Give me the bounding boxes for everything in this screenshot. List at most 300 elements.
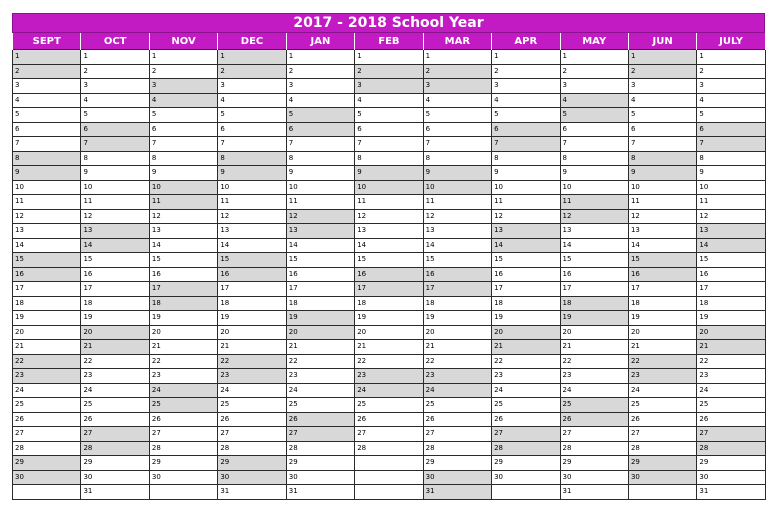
day-cell: 25 [13, 398, 81, 413]
day-cell: 31 [423, 485, 491, 500]
day-cell: 16 [628, 267, 696, 282]
day-cell: 23 [423, 369, 491, 384]
day-cell: 7 [697, 137, 765, 152]
day-cell: 11 [697, 195, 765, 210]
day-cell: 20 [355, 325, 423, 340]
day-cell: 29 [628, 456, 696, 471]
day-cell: 7 [13, 137, 81, 152]
day-cell: 5 [355, 108, 423, 123]
day-cell: 1 [149, 50, 217, 65]
day-cell: 29 [697, 456, 765, 471]
day-cell: 25 [218, 398, 286, 413]
day-cell: 4 [149, 93, 217, 108]
day-cell: 6 [218, 122, 286, 137]
day-row [13, 311, 766, 326]
day-cell: 12 [697, 209, 765, 224]
day-cell: 12 [149, 209, 217, 224]
day-cell: 24 [149, 383, 217, 398]
day-cell: 9 [560, 166, 628, 181]
month-header-jan: JAN [286, 33, 354, 50]
day-cell: 20 [560, 325, 628, 340]
day-cell: 25 [81, 398, 149, 413]
day-cell: 21 [423, 340, 491, 355]
day-cell: 28 [218, 441, 286, 456]
day-cell: 8 [13, 151, 81, 166]
day-cell: 22 [628, 354, 696, 369]
day-cell: 18 [355, 296, 423, 311]
day-cell: 18 [218, 296, 286, 311]
day-cell: 21 [697, 340, 765, 355]
day-cell: 26 [355, 412, 423, 427]
empty-cell [492, 485, 560, 500]
day-cell: 4 [697, 93, 765, 108]
day-cell: 28 [149, 441, 217, 456]
empty-cell [355, 485, 423, 500]
day-cell: 28 [492, 441, 560, 456]
day-cell: 23 [697, 369, 765, 384]
day-row [13, 50, 766, 65]
month-header-sept: SEPT [13, 33, 81, 50]
day-cell: 15 [423, 253, 491, 268]
day-cell: 13 [13, 224, 81, 239]
day-cell: 9 [286, 166, 354, 181]
day-cell: 17 [355, 282, 423, 297]
day-row [13, 470, 766, 485]
day-cell: 1 [697, 50, 765, 65]
day-cell: 15 [492, 253, 560, 268]
day-cell: 14 [492, 238, 560, 253]
day-cell: 2 [560, 64, 628, 79]
day-cell: 8 [628, 151, 696, 166]
day-row [13, 137, 766, 152]
month-header-july: JULY [697, 33, 765, 50]
day-cell: 31 [81, 485, 149, 500]
day-cell: 27 [355, 427, 423, 442]
empty-cell [149, 485, 217, 500]
day-cell: 1 [81, 50, 149, 65]
day-cell: 14 [149, 238, 217, 253]
day-cell: 13 [218, 224, 286, 239]
day-cell: 30 [81, 470, 149, 485]
day-cell: 25 [628, 398, 696, 413]
day-row [13, 354, 766, 369]
day-cell: 16 [286, 267, 354, 282]
day-cell: 24 [492, 383, 560, 398]
day-cell: 11 [423, 195, 491, 210]
day-row [13, 93, 766, 108]
day-cell: 5 [492, 108, 560, 123]
day-cell: 8 [697, 151, 765, 166]
day-cell: 28 [423, 441, 491, 456]
day-cell: 21 [218, 340, 286, 355]
day-cell: 12 [218, 209, 286, 224]
day-cell: 25 [423, 398, 491, 413]
day-cell: 24 [218, 383, 286, 398]
day-cell: 8 [560, 151, 628, 166]
day-cell: 14 [560, 238, 628, 253]
day-cell: 10 [492, 180, 560, 195]
day-cell: 1 [13, 50, 81, 65]
day-cell: 3 [560, 79, 628, 94]
day-cell: 6 [560, 122, 628, 137]
day-row [13, 412, 766, 427]
day-cell: 14 [13, 238, 81, 253]
day-cell: 24 [13, 383, 81, 398]
day-cell: 14 [81, 238, 149, 253]
day-cell: 1 [355, 50, 423, 65]
day-cell: 29 [560, 456, 628, 471]
day-cell: 2 [81, 64, 149, 79]
day-cell: 11 [81, 195, 149, 210]
day-cell: 5 [149, 108, 217, 123]
day-row [13, 224, 766, 239]
day-cell: 26 [492, 412, 560, 427]
day-cell: 22 [697, 354, 765, 369]
month-header-dec: DEC [218, 33, 286, 50]
day-cell: 19 [697, 311, 765, 326]
day-cell: 1 [423, 50, 491, 65]
day-cell: 23 [81, 369, 149, 384]
day-cell: 18 [697, 296, 765, 311]
day-cell: 6 [492, 122, 560, 137]
day-cell: 29 [81, 456, 149, 471]
day-cell: 5 [560, 108, 628, 123]
day-cell: 21 [286, 340, 354, 355]
day-cell: 28 [13, 441, 81, 456]
day-cell: 7 [286, 137, 354, 152]
day-cell: 17 [492, 282, 560, 297]
day-cell: 7 [628, 137, 696, 152]
day-cell: 25 [149, 398, 217, 413]
day-cell: 27 [81, 427, 149, 442]
day-cell: 13 [286, 224, 354, 239]
day-cell: 21 [560, 340, 628, 355]
day-cell: 30 [218, 470, 286, 485]
day-row [13, 180, 766, 195]
day-cell: 27 [286, 427, 354, 442]
day-cell: 1 [286, 50, 354, 65]
day-cell: 20 [628, 325, 696, 340]
day-cell: 25 [560, 398, 628, 413]
day-cell: 17 [81, 282, 149, 297]
day-cell: 4 [13, 93, 81, 108]
day-cell: 22 [492, 354, 560, 369]
day-cell: 22 [149, 354, 217, 369]
day-cell: 3 [697, 79, 765, 94]
day-cell: 2 [355, 64, 423, 79]
day-cell: 21 [355, 340, 423, 355]
day-cell: 18 [492, 296, 560, 311]
day-cell: 20 [423, 325, 491, 340]
day-row [13, 296, 766, 311]
month-header-oct: OCT [81, 33, 149, 50]
day-cell: 5 [13, 108, 81, 123]
day-cell: 2 [149, 64, 217, 79]
day-cell: 24 [697, 383, 765, 398]
day-cell: 4 [355, 93, 423, 108]
day-cell: 2 [13, 64, 81, 79]
day-cell: 5 [81, 108, 149, 123]
day-cell: 14 [355, 238, 423, 253]
day-cell: 14 [697, 238, 765, 253]
day-cell: 16 [149, 267, 217, 282]
day-cell: 18 [13, 296, 81, 311]
day-cell: 18 [628, 296, 696, 311]
day-cell: 21 [81, 340, 149, 355]
day-cell: 16 [423, 267, 491, 282]
day-cell: 15 [697, 253, 765, 268]
day-cell: 12 [355, 209, 423, 224]
day-cell: 27 [492, 427, 560, 442]
day-cell: 1 [218, 50, 286, 65]
day-cell: 17 [697, 282, 765, 297]
day-cell: 13 [697, 224, 765, 239]
day-cell: 19 [286, 311, 354, 326]
day-cell: 24 [560, 383, 628, 398]
day-cell: 31 [560, 485, 628, 500]
day-cell: 2 [628, 64, 696, 79]
day-cell: 6 [81, 122, 149, 137]
day-cell: 19 [218, 311, 286, 326]
day-cell: 12 [560, 209, 628, 224]
day-cell: 26 [81, 412, 149, 427]
day-cell: 8 [218, 151, 286, 166]
empty-cell [628, 485, 696, 500]
day-cell: 19 [560, 311, 628, 326]
day-cell: 20 [218, 325, 286, 340]
day-cell: 13 [355, 224, 423, 239]
day-cell: 27 [423, 427, 491, 442]
day-cell: 15 [81, 253, 149, 268]
day-row [13, 398, 766, 413]
day-cell: 24 [628, 383, 696, 398]
day-cell: 1 [560, 50, 628, 65]
day-cell: 18 [423, 296, 491, 311]
day-cell: 27 [697, 427, 765, 442]
day-cell: 27 [218, 427, 286, 442]
day-cell: 28 [355, 441, 423, 456]
day-cell: 14 [286, 238, 354, 253]
day-cell: 13 [149, 224, 217, 239]
day-cell: 27 [560, 427, 628, 442]
day-cell: 21 [13, 340, 81, 355]
day-cell: 30 [697, 470, 765, 485]
day-cell: 22 [13, 354, 81, 369]
day-cell: 31 [286, 485, 354, 500]
day-cell: 9 [149, 166, 217, 181]
day-cell: 30 [492, 470, 560, 485]
day-cell: 16 [697, 267, 765, 282]
day-cell: 28 [697, 441, 765, 456]
day-row [13, 151, 766, 166]
day-cell: 7 [355, 137, 423, 152]
month-header-apr: APR [492, 33, 560, 50]
day-cell: 11 [286, 195, 354, 210]
day-row [13, 369, 766, 384]
day-cell: 13 [628, 224, 696, 239]
day-row [13, 441, 766, 456]
day-cell: 5 [423, 108, 491, 123]
day-cell: 6 [286, 122, 354, 137]
day-cell: 16 [218, 267, 286, 282]
day-cell: 26 [423, 412, 491, 427]
empty-cell [13, 485, 81, 500]
day-row [13, 456, 766, 471]
day-cell: 1 [492, 50, 560, 65]
day-cell: 8 [81, 151, 149, 166]
day-cell: 8 [286, 151, 354, 166]
day-cell: 11 [492, 195, 560, 210]
day-row [13, 64, 766, 79]
day-cell: 10 [560, 180, 628, 195]
day-cell: 17 [423, 282, 491, 297]
day-cell: 25 [492, 398, 560, 413]
day-cell: 17 [149, 282, 217, 297]
day-cell: 31 [218, 485, 286, 500]
day-cell: 6 [423, 122, 491, 137]
day-cell: 30 [423, 470, 491, 485]
day-cell: 5 [286, 108, 354, 123]
day-row [13, 238, 766, 253]
day-row [13, 195, 766, 210]
day-row [13, 267, 766, 282]
day-cell: 6 [13, 122, 81, 137]
day-cell: 29 [492, 456, 560, 471]
day-cell: 10 [218, 180, 286, 195]
day-cell: 22 [81, 354, 149, 369]
day-cell: 26 [560, 412, 628, 427]
day-cell: 6 [149, 122, 217, 137]
day-cell: 15 [13, 253, 81, 268]
day-cell: 23 [628, 369, 696, 384]
day-cell: 29 [149, 456, 217, 471]
day-cell: 2 [286, 64, 354, 79]
day-cell: 10 [149, 180, 217, 195]
day-cell: 18 [560, 296, 628, 311]
day-cell: 11 [218, 195, 286, 210]
day-cell: 27 [628, 427, 696, 442]
day-cell: 9 [218, 166, 286, 181]
day-cell: 16 [355, 267, 423, 282]
day-cell: 3 [355, 79, 423, 94]
calendar-grid [12, 33, 766, 500]
day-cell: 14 [628, 238, 696, 253]
day-cell: 10 [286, 180, 354, 195]
day-cell: 23 [355, 369, 423, 384]
day-row [13, 209, 766, 224]
day-cell: 4 [286, 93, 354, 108]
day-cell: 22 [286, 354, 354, 369]
day-cell: 9 [81, 166, 149, 181]
day-cell: 29 [218, 456, 286, 471]
day-cell: 28 [560, 441, 628, 456]
day-cell: 3 [423, 79, 491, 94]
day-cell: 22 [423, 354, 491, 369]
day-cell: 4 [423, 93, 491, 108]
day-cell: 6 [355, 122, 423, 137]
day-cell: 7 [560, 137, 628, 152]
day-row [13, 282, 766, 297]
day-cell: 6 [697, 122, 765, 137]
month-header-jun: JUN [628, 33, 696, 50]
day-cell: 9 [628, 166, 696, 181]
day-cell: 9 [355, 166, 423, 181]
day-cell: 23 [218, 369, 286, 384]
day-cell: 2 [218, 64, 286, 79]
day-cell: 19 [423, 311, 491, 326]
day-cell: 11 [355, 195, 423, 210]
day-cell: 12 [628, 209, 696, 224]
day-cell: 19 [81, 311, 149, 326]
day-cell: 3 [149, 79, 217, 94]
day-cell: 3 [286, 79, 354, 94]
day-cell: 28 [286, 441, 354, 456]
day-row [13, 108, 766, 123]
day-cell: 26 [218, 412, 286, 427]
day-cell: 15 [628, 253, 696, 268]
day-cell: 2 [697, 64, 765, 79]
day-cell: 21 [492, 340, 560, 355]
day-cell: 19 [628, 311, 696, 326]
day-cell: 15 [355, 253, 423, 268]
day-cell: 5 [628, 108, 696, 123]
day-cell: 30 [560, 470, 628, 485]
day-cell: 24 [286, 383, 354, 398]
day-cell: 10 [355, 180, 423, 195]
day-cell: 17 [560, 282, 628, 297]
day-cell: 7 [81, 137, 149, 152]
day-cell: 26 [628, 412, 696, 427]
day-cell: 29 [286, 456, 354, 471]
day-cell: 22 [355, 354, 423, 369]
day-cell: 22 [560, 354, 628, 369]
day-cell: 7 [423, 137, 491, 152]
day-cell: 11 [560, 195, 628, 210]
day-cell: 10 [423, 180, 491, 195]
day-cell: 19 [492, 311, 560, 326]
day-cell: 23 [560, 369, 628, 384]
day-row [13, 427, 766, 442]
day-cell: 24 [81, 383, 149, 398]
day-cell: 5 [218, 108, 286, 123]
day-cell: 17 [218, 282, 286, 297]
day-cell: 11 [628, 195, 696, 210]
day-cell: 13 [423, 224, 491, 239]
day-cell: 26 [286, 412, 354, 427]
day-cell: 7 [218, 137, 286, 152]
day-cell: 17 [286, 282, 354, 297]
day-cell: 25 [286, 398, 354, 413]
day-cell: 25 [355, 398, 423, 413]
day-cell: 19 [149, 311, 217, 326]
day-cell: 23 [492, 369, 560, 384]
month-header-feb: FEB [355, 33, 423, 50]
day-cell: 18 [149, 296, 217, 311]
day-cell: 12 [81, 209, 149, 224]
day-cell: 3 [492, 79, 560, 94]
day-cell: 5 [697, 108, 765, 123]
day-cell: 20 [286, 325, 354, 340]
day-cell: 15 [286, 253, 354, 268]
day-cell: 15 [218, 253, 286, 268]
day-cell: 3 [628, 79, 696, 94]
day-cell: 28 [81, 441, 149, 456]
day-cell: 28 [628, 441, 696, 456]
day-cell: 14 [218, 238, 286, 253]
day-cell: 21 [149, 340, 217, 355]
day-cell: 7 [149, 137, 217, 152]
empty-cell [355, 470, 423, 485]
